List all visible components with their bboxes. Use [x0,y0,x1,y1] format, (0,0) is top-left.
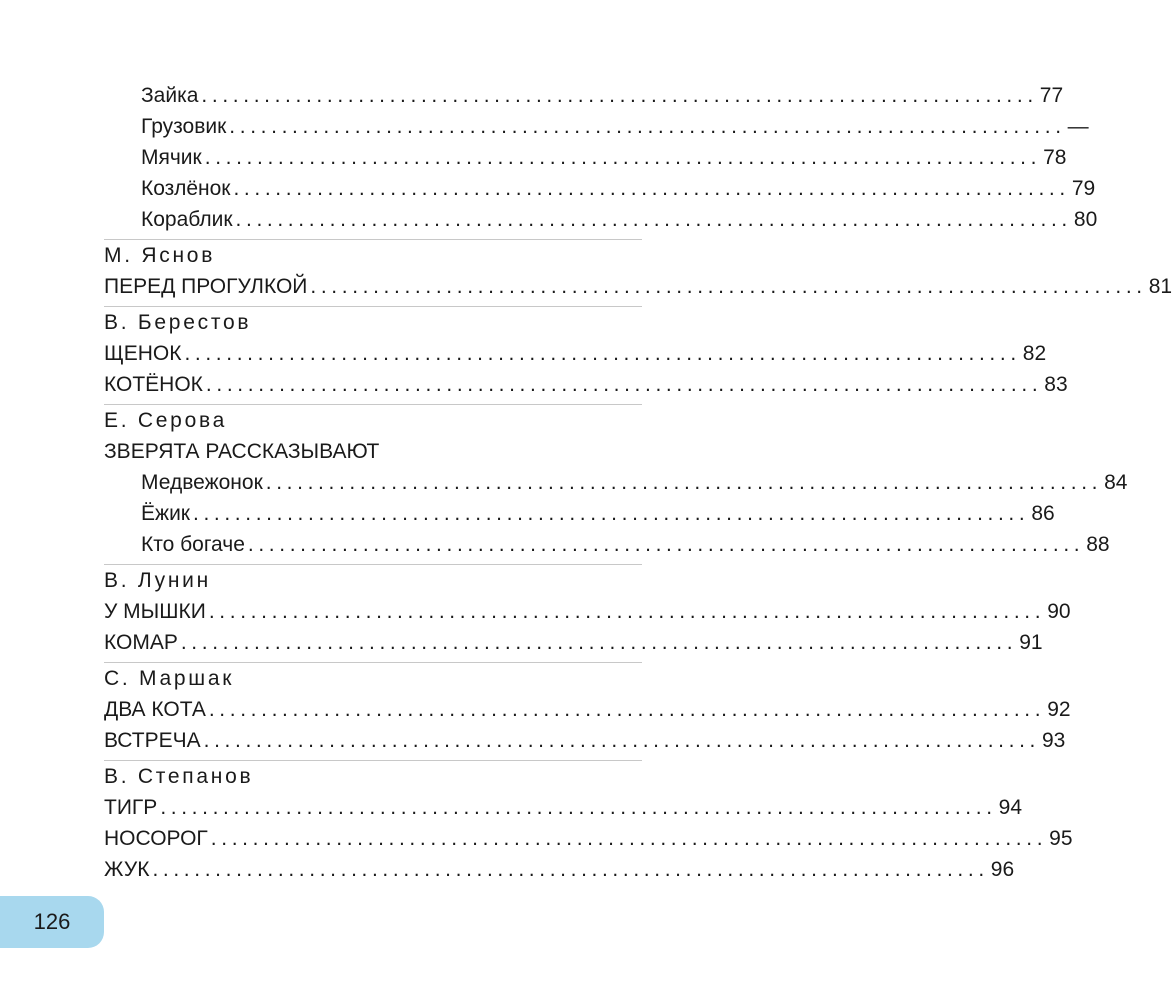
section-heading: ЗВЕРЯТА РАССКАЗЫВАЮТ [104,440,380,463]
dot-leader: ................................................................................ [201,84,1038,107]
dot-leader: ................................................................................ [208,698,1046,721]
entry-page: 78 [1043,146,1067,169]
toc-entry [104,111,1089,142]
entry-title: Мячик [141,146,202,169]
toc-entry [104,173,1096,204]
dot-leader: ................................................................................ [229,115,1066,138]
entry-title: Козлёнок [141,177,231,200]
entry-page: 93 [1041,729,1066,752]
entry-title: ВСТРЕЧА [104,729,201,752]
entry-page: 81 [1148,275,1172,298]
entry-page: 96 [990,858,1015,881]
dot-leader: ................................................................................ [184,342,1021,365]
toc-entry [104,80,1064,111]
entry-title: НОСОРОГ [104,827,208,850]
dot-leader: ................................................................................ [208,600,1046,623]
toc-entry [104,271,1172,302]
toc-entry [104,725,1066,756]
dot-leader: ................................................................................ [152,858,989,881]
author-name: М. Яснов [104,244,216,267]
entry-page: 94 [998,796,1023,819]
toc-entry [104,369,1068,400]
author-name: С. Маршак [104,667,235,690]
toc-entry [104,498,1055,529]
entry-title: Кто богаче [141,533,245,556]
toc-entry [104,596,1071,627]
author-name: В. Берестов [104,311,252,334]
entry-page: 82 [1022,342,1047,365]
entry-title: У МЫШКИ [104,600,206,623]
entry-page: — [1067,115,1089,138]
dot-leader: ................................................................................ [192,502,1030,525]
entry-page: 79 [1071,177,1096,200]
entry-title: Медвежонок [141,471,263,494]
dot-leader: ................................................................................ [265,471,1103,494]
entry-page: 77 [1039,84,1064,107]
entry-title: ТИГР [104,796,158,819]
dot-leader: ................................................................................ [180,631,1018,654]
entry-page: 95 [1049,827,1073,850]
entry-title: ПЕРЕД ПРОГУЛКОЙ [104,275,308,298]
entry-page: 86 [1031,502,1055,525]
entry-title: КОМАР [104,631,178,654]
entry-page: 83 [1044,373,1068,396]
entry-page: 84 [1104,471,1128,494]
entry-title: Грузовик [141,115,227,138]
entry-title: ЩЕНОК [104,342,182,365]
toc-entry [104,854,1015,885]
dot-leader: ................................................................................ [310,275,1147,298]
entry-page: 91 [1019,631,1043,654]
entry-page: 92 [1047,698,1071,721]
toc-entry [104,627,1043,658]
entry-page: 90 [1047,600,1071,623]
toc-entry [104,529,1110,560]
entry-title: Кораблик [141,208,233,231]
dot-leader: ................................................................................ [210,827,1048,850]
dot-leader: ................................................................................ [160,796,997,819]
dot-leader: ................................................................................ [205,373,1043,396]
author-name: В. Лунин [104,569,211,592]
toc-entry [104,467,1128,498]
toc-entry [104,204,1098,235]
entry-page: 88 [1086,533,1110,556]
toc-entry [104,792,1023,823]
toc-entry [104,823,1073,854]
entry-title: ЖУК [104,858,150,881]
entry-title: ДВА КОТА [104,698,206,721]
entry-title: Зайка [141,84,199,107]
toc-entry [104,338,1047,369]
toc-entry [104,694,1071,725]
page-number-tab [0,896,104,948]
page-number: 126 [33,909,71,934]
dot-leader: ................................................................................ [204,146,1042,169]
table-of-contents [104,80,1172,885]
dot-leader: ................................................................................ [235,208,1072,231]
author-name: Е. Серова [104,409,228,432]
toc-entry [104,142,1067,173]
dot-leader: ................................................................................ [233,177,1070,200]
entry-title: КОТЁНОК [104,373,203,396]
entry-page: 80 [1073,208,1098,231]
dot-leader: ................................................................................ [247,533,1085,556]
entry-title: Ёжик [141,502,190,525]
author-name: В. Степанов [104,765,254,788]
dot-leader: ................................................................................ [203,729,1040,752]
